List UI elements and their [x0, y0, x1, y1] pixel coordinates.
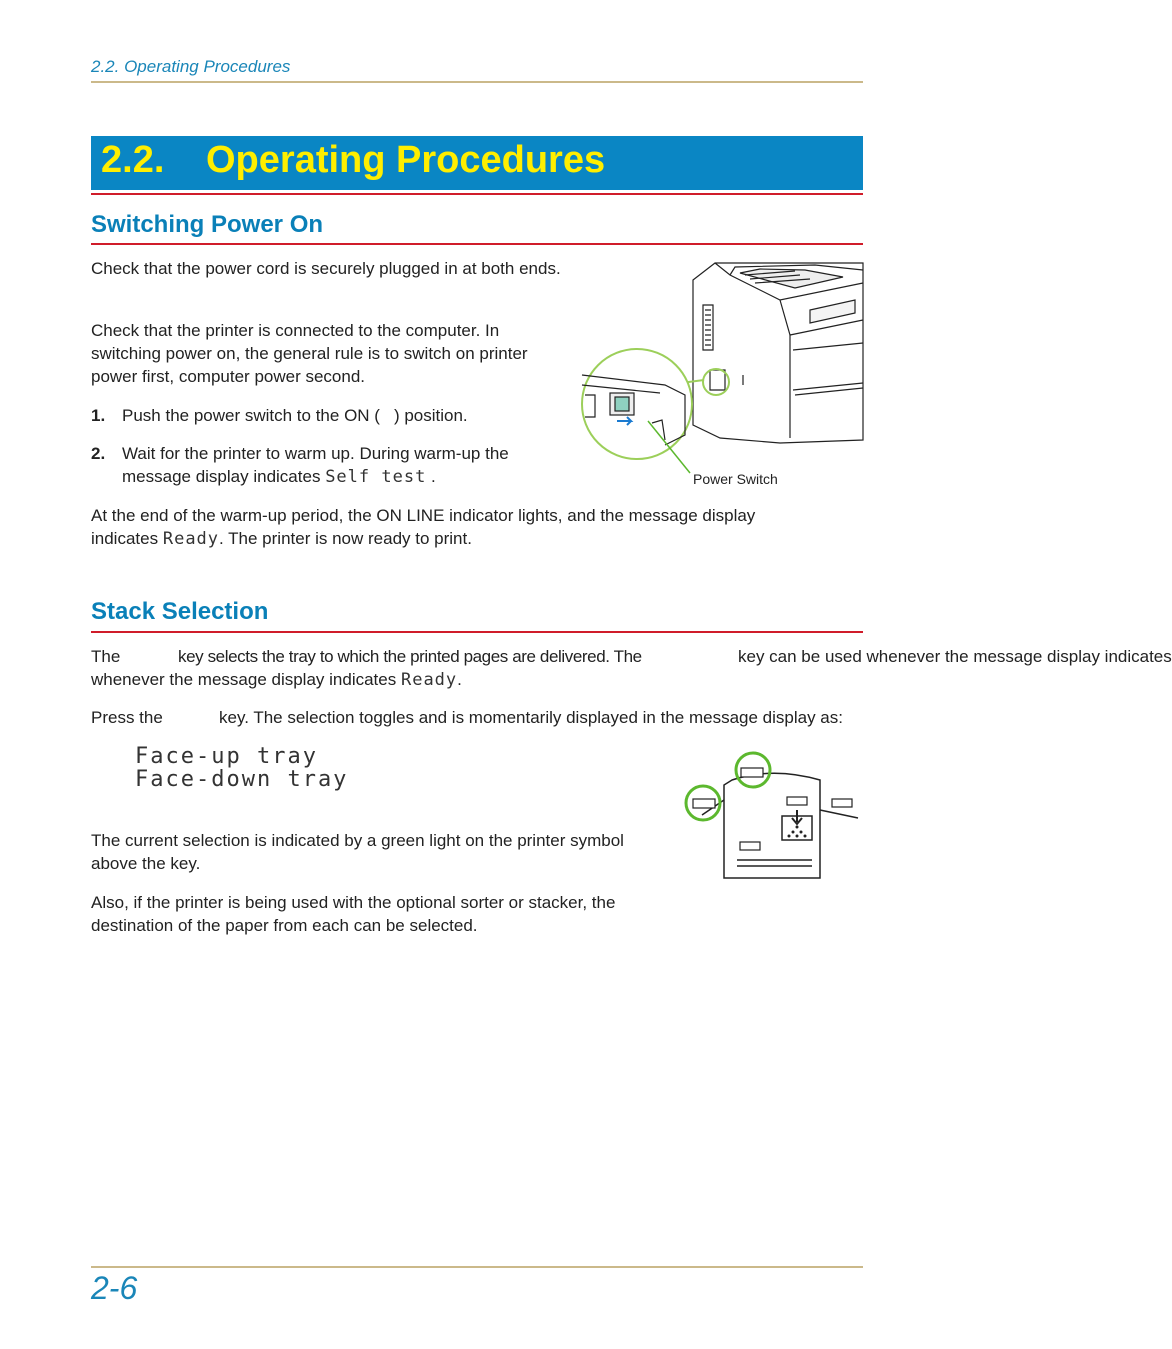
step-text: Push the power switch to the ON (: [122, 406, 380, 425]
printer-illustration: [693, 263, 863, 443]
page-title: [101, 139, 605, 182]
power-paragraph-2: Check that the printer is connected to the computer. In switching power on, the general rule is to switch on printer power first, computer power second.: [91, 321, 528, 386]
figure-label: Power Switch: [693, 471, 778, 487]
indicator-light-top: [741, 768, 763, 777]
step-text: Wait for the printer to warm up. During warm-up the message display indicates: [122, 444, 509, 486]
lcd-line-face-down: Face-down tray: [135, 767, 349, 792]
paragraph-text: At the end of the warm-up period, the ON LINE indicator lights, and the message display indicates: [91, 506, 756, 548]
stack-paragraph-3: The current selection is indicated by a green light on the printer symbol above the key.: [91, 831, 624, 873]
title-text: Operating Procedures: [206, 139, 606, 181]
power-step-2: [91, 442, 561, 487]
paragraph-text: key selects the tray to which the printed pages are delivered. The: [178, 647, 642, 666]
page-number: 2-6: [91, 1270, 138, 1306]
lcd-text-ready: Ready: [400, 670, 458, 690]
printer-symbol: [702, 773, 858, 878]
printer-power-switch-figure: [565, 255, 865, 495]
stack-paragraph-1-line2: [91, 668, 863, 692]
section-rule-stack: [91, 631, 863, 633]
section-rule-power: [91, 243, 863, 245]
step-text: ) position.: [393, 406, 468, 425]
power-step-1: [91, 404, 561, 427]
header-rule: [91, 81, 863, 83]
paragraph-text: .: [457, 670, 462, 689]
step-number: 1.: [91, 406, 106, 425]
indicator-light-lower: [740, 842, 760, 850]
indicator-light-left: [693, 799, 715, 808]
footer-rule: [91, 1266, 863, 1268]
paragraph-text: The: [91, 647, 121, 666]
lcd-text-self-test: Self test: [325, 467, 427, 487]
indicator-light-inner: [787, 797, 807, 805]
title-bar: [91, 136, 863, 190]
stack-paragraph-1: [91, 645, 1172, 668]
running-header: 2.2. Operating Procedures: [91, 57, 291, 76]
step-text: .: [431, 467, 436, 486]
title-underline: [91, 193, 863, 195]
indicator-light-right: [832, 799, 852, 807]
title-number: 2.2.: [101, 139, 165, 181]
paragraph-text: key. The selection toggles and is momentarily displayed in the message display as:: [219, 708, 843, 727]
paragraph-text: key can be used whenever the message display indicates: [738, 647, 1172, 666]
paragraph-text: . The printer is now ready to print.: [219, 529, 472, 548]
paragraph-text: Press the: [91, 708, 163, 727]
step-number: 2.: [91, 444, 106, 463]
switch-zoom-circle: [582, 349, 692, 459]
section-heading-power: Switching Power On: [91, 211, 324, 238]
lcd-text-ready: Ready: [162, 529, 220, 549]
stack-paragraph-4: Also, if the printer is being used with the optional sorter or stacker, the destination of the paper from each can be selected.: [91, 893, 616, 935]
power-paragraph-1: Check that the power cord is securely plugged in at both ends.: [91, 259, 561, 278]
paragraph-text: whenever the message display indicates: [91, 670, 397, 689]
section-heading-stack: Stack Selection: [91, 598, 269, 625]
power-paragraph-3: [91, 504, 781, 551]
stack-key-figure: [682, 750, 862, 885]
lcd-line-face-up: Face-up tray: [135, 744, 318, 769]
